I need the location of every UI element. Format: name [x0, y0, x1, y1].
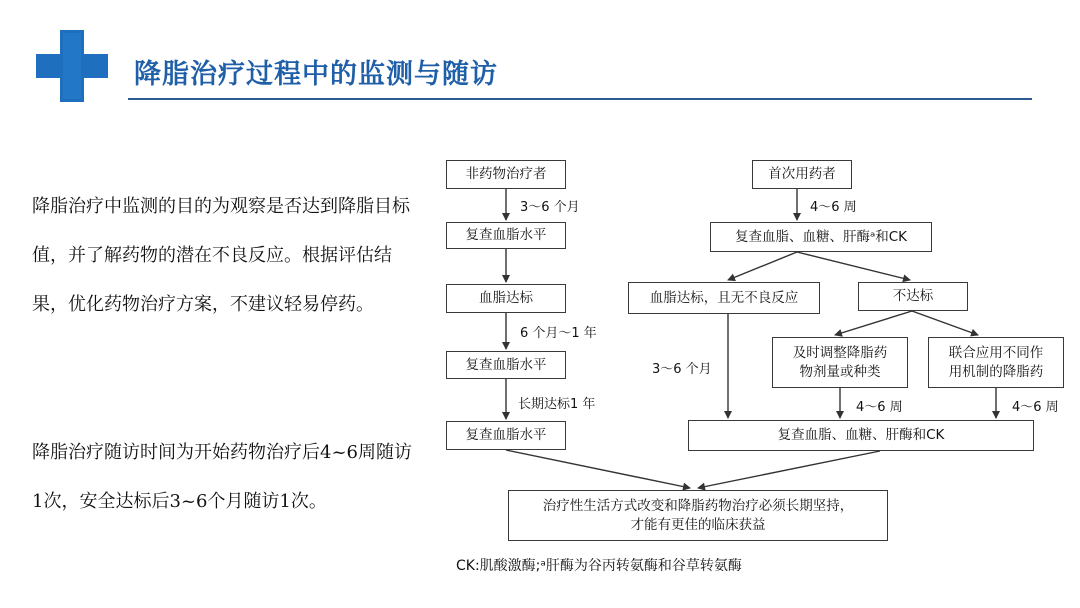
label-3-6-months-right: 3～6 个月	[652, 362, 712, 377]
medical-cross-logo	[36, 30, 108, 102]
node-combine-drug: 联合应用不同作用机制的降脂药	[928, 337, 1064, 388]
node-adjust-drug: 及时调整降脂药物剂量或种类	[772, 337, 908, 388]
node-non-drug: 非药物治疗者	[446, 160, 566, 189]
node-recheck-1: 复查血脂水平	[446, 222, 566, 249]
node-recheck-2: 复查血脂水平	[446, 351, 566, 379]
label-longterm-1-year: 长期达标1 年	[518, 397, 596, 412]
node-ok-no-adverse: 血脂达标，且无不良反应	[628, 282, 820, 314]
node-first-drug: 首次用药者	[752, 160, 852, 189]
node-recheck-3: 复查血脂水平	[446, 421, 566, 450]
followup-flowchart	[440, 152, 1072, 592]
flowchart-footnote: CK:肌酸激酶;ᵃ肝酶为谷丙转氨酶和谷草转氨酶	[456, 558, 742, 574]
label-4-6-weeks-top: 4～6 周	[810, 200, 857, 215]
label-4-6-weeks-combine: 4～6 周	[1012, 400, 1059, 415]
intro-paragraph-1: 降脂治疗中监测的目的为观察是否达到降脂目标值，并了解药物的潜在不良反应。根据评估结果，优化药物治疗方案，不建议轻易停药。	[32, 196, 410, 315]
label-4-6-weeks-adjust: 4～6 周	[856, 400, 903, 415]
node-recheck-full: 复查血脂、血糖、肝酶ᵃ和CK	[710, 222, 932, 252]
node-lipid-ok: 血脂达标	[446, 284, 566, 313]
node-recheck-bottom: 复查血脂、血糖、肝酶和CK	[688, 420, 1034, 451]
intro-paragraph-2: 降脂治疗随访时间为开始药物治疗后4~6周随访1次，安全达标后3~6个月随访1次。	[32, 442, 412, 512]
node-final: 治疗性生活方式改变和降脂药物治疗必须长期坚持，才能有更佳的临床获益	[508, 490, 888, 541]
title-underline	[128, 98, 1032, 100]
label-6-months-1-year: 6 个月～1 年	[520, 326, 597, 341]
node-not-ok: 不达标	[858, 282, 968, 311]
page-title: 降脂治疗过程中的监测与随访	[134, 59, 498, 90]
label-3-6-months-left: 3～6 个月	[520, 200, 580, 215]
